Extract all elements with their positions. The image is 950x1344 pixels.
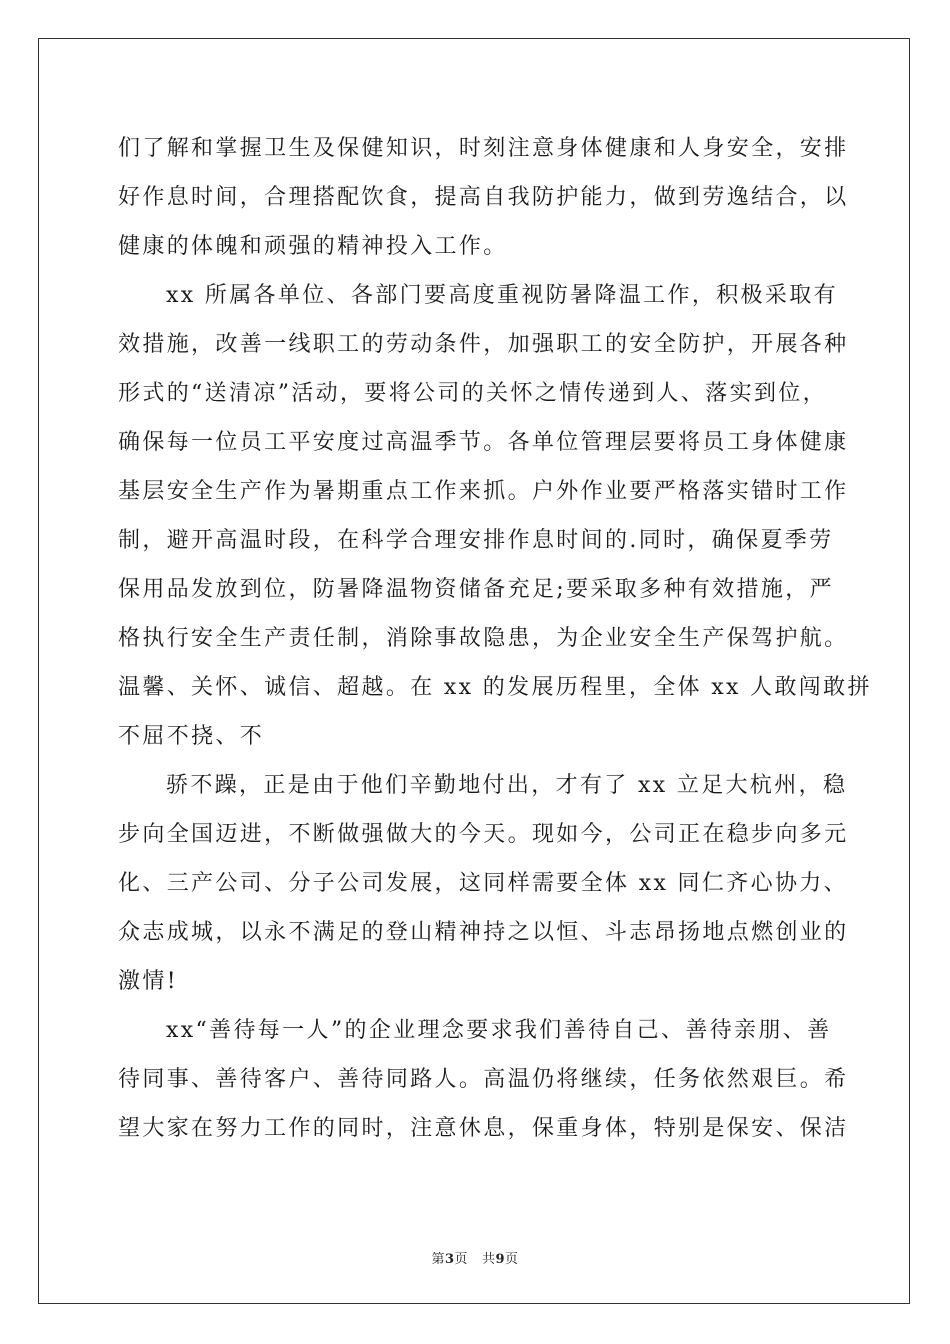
document-body — [118, 124, 872, 1153]
page-footer — [0, 1248, 950, 1267]
text-line: 待同事、善待客户、善待同路人。高温仍将继续，任务依然艰巨。希 — [118, 1067, 849, 1092]
text-line: 形式的“送清凉”活动，要将公司的关怀之情传递到人、落实到位， — [118, 381, 827, 406]
text-line: 骄不躁，正是由于他们辛勤地付出，才有了 xx 立足大杭州，稳 — [166, 773, 848, 798]
paragraph — [118, 124, 849, 271]
text-line: 不屈不挠、不 — [118, 724, 265, 749]
text-line: 确保每一位员工平安度过高温季节。各单位管理层要将员工身体健康 — [118, 430, 849, 455]
footer-suffix: 页 — [505, 1252, 519, 1267]
text-line: 健康的体魄和顽强的精神投入工作。 — [118, 234, 508, 259]
footer-middle: 页 共 — [454, 1252, 496, 1267]
total-page-number: 9 — [495, 1252, 505, 1267]
current-page-number: 3 — [445, 1252, 455, 1267]
text-line: 温馨、关怀、诚信、超越。在 xx 的发展历程里，全体 xx 人敢闯敢拼 — [118, 675, 872, 700]
text-line: 望大家在努力工作的同时，注意休息，保重身体，特别是保安、保洁 — [118, 1116, 849, 1141]
footer-prefix: 第 — [431, 1252, 445, 1267]
text-line: 格执行安全生产责任制，消除事故隐患，为企业安全生产保驾护航。 — [118, 626, 849, 651]
text-line: 激情! — [118, 969, 178, 994]
paragraph — [118, 271, 872, 761]
text-line: 好作息时间，合理搭配饮食，提高自我防护能力，做到劳逸结合，以 — [118, 185, 849, 210]
text-line: 保用品发放到位，防暑降温物资储备充足;要采取多种有效措施，严 — [118, 577, 834, 602]
text-line: 们了解和掌握卫生及保健知识，时刻注意身体健康和人身安全，安排 — [118, 136, 849, 161]
text-line: xx“善待每一人”的企业理念要求我们善待自己、善待亲朋、善 — [166, 1018, 832, 1043]
text-line: 众志成城，以永不满足的登山精神持之以恒、斗志昂扬地点燃创业的 — [118, 920, 849, 945]
text-line: 制，避开高温时段，在科学合理安排作息时间的.同时，确保夏季劳 — [118, 528, 834, 553]
paragraph — [118, 1006, 849, 1153]
text-line: 效措施，改善一线职工的劳动条件，加强职工的安全防护，开展各种 — [118, 332, 849, 357]
text-line: 步向全国迈进，不断做强做大的今天。现如今，公司正在稳步向多元 — [118, 822, 849, 847]
paragraph — [118, 761, 849, 1006]
text-line: 基层安全生产作为暑期重点工作来抓。户外作业要严格落实错时工作 — [118, 479, 849, 504]
text-line: 化、三产公司、分子公司发展，这同样需要全体 xx 同仁齐心协力、 — [118, 871, 849, 896]
text-line: xx 所属各单位、各部门要高度重视防暑降温工作，积极采取有 — [166, 283, 838, 308]
